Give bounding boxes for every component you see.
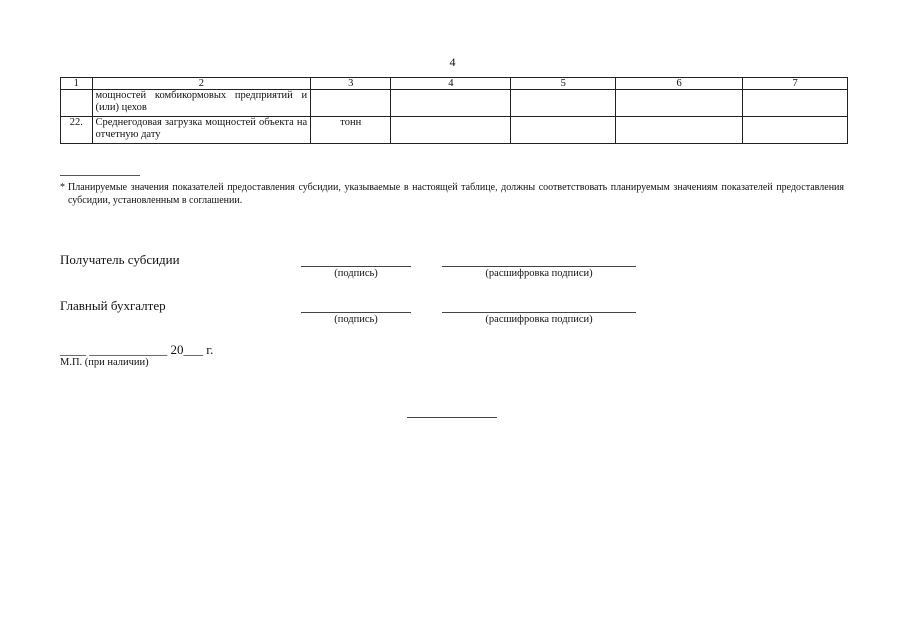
footnote-text: Планируемые значения показателей предоставления субсидии, указываемые в настоящей таблице, должны соответствовать планируемым значениям показателей предоставления субсидии, установленным в соглашении. — [68, 182, 844, 206]
table-row — [61, 90, 848, 117]
unit-cell — [311, 90, 391, 117]
value-cell-6 — [616, 90, 743, 117]
value-cell-4 — [391, 90, 511, 117]
value-cell-7 — [743, 90, 848, 117]
value-cell-4 — [391, 117, 511, 144]
end-separator — [407, 417, 497, 418]
accountant-signature-line[interactable] — [301, 312, 411, 313]
accountant-decode-caption: (расшифровка подписи) — [485, 314, 593, 325]
indicators-table — [60, 77, 848, 144]
accountant-sign-caption: (подпись) — [334, 314, 378, 325]
recipient-signature-line[interactable] — [301, 266, 411, 267]
recipient-decode-line[interactable] — [442, 266, 636, 267]
footnote-separator — [60, 175, 140, 176]
indicator-name: Среднегодовая загрузка мощностей объекта на отчетную дату — [92, 117, 311, 144]
footnote-marker: * — [60, 182, 65, 193]
value-cell-7 — [743, 117, 848, 144]
header-cell-2: 2 — [92, 78, 311, 90]
stamp-note: М.П. (при наличии) — [60, 357, 149, 368]
header-cell-6: 6 — [616, 78, 743, 90]
recipient-label: Получатель субсидии — [60, 252, 180, 267]
value-cell-5 — [511, 90, 616, 117]
unit-cell: тонн — [311, 117, 391, 144]
page-number: 4 — [449, 55, 456, 69]
value-cell-6 — [616, 117, 743, 144]
header-cell-7: 7 — [743, 78, 848, 90]
table-header-row — [61, 78, 848, 90]
indicator-name: мощностей комбикормовых предприятий и (или) цехов — [92, 90, 311, 117]
header-cell-1: 1 — [61, 78, 93, 90]
footnote — [60, 181, 844, 207]
chief-accountant-label: Главный бухгалтер — [60, 298, 166, 313]
recipient-decode-caption: (расшифровка подписи) — [485, 268, 593, 279]
header-cell-3: 3 — [311, 78, 391, 90]
table-row — [61, 117, 848, 144]
row-number — [61, 90, 93, 117]
date-line[interactable]: ____ ____________ 20___ г. — [60, 342, 214, 357]
accountant-decode-line[interactable] — [442, 312, 636, 313]
header-cell-5: 5 — [511, 78, 616, 90]
recipient-sign-caption: (подпись) — [334, 268, 378, 279]
row-number: 22. — [61, 117, 93, 144]
value-cell-5 — [511, 117, 616, 144]
header-cell-4: 4 — [391, 78, 511, 90]
